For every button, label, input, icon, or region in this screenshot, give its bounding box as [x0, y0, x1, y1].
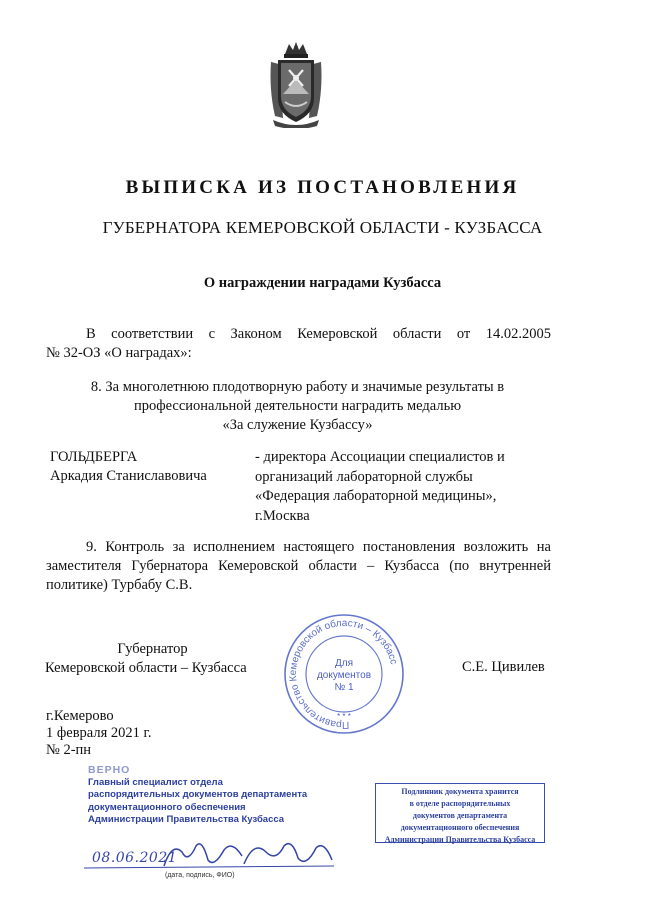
certification-line: распорядительных документов департамента: [88, 789, 308, 800]
control-line: заместителя Губернатора Кемеровской области – Кузбасса (по внутренней: [46, 558, 551, 574]
awardee-position: [255, 448, 555, 526]
certification-line: документационного обеспечения: [88, 801, 246, 813]
position-line: г.Москва: [255, 507, 310, 524]
awardee-surname: ГОЛЬДБЕРГА: [50, 449, 138, 465]
place-date-number: [46, 708, 151, 759]
position-line: - директора Ассоциации специалистов и: [255, 449, 505, 465]
awardee-given-name: Аркадия Станиславовича: [50, 468, 207, 484]
certification-stamp: [88, 764, 338, 827]
stamp-center-line: документов: [316, 670, 372, 681]
stamp-center-line: № 1: [334, 682, 354, 693]
certification-line: Администрации Правительства Кузбасса: [88, 814, 285, 825]
original-location-stamp: [375, 783, 545, 843]
certification-line: Главный специалист отдела: [88, 776, 223, 788]
official-stamp: [282, 612, 406, 736]
certification-verno: ВЕРНО: [88, 764, 131, 776]
position-line: организаций лабораторной службы: [255, 468, 473, 485]
document-title: ВЫПИСКА ИЗ ПОСТАНОВЛЕНИЯ: [125, 177, 520, 198]
original-note-line: документационного обеспечения: [400, 823, 520, 832]
original-note-line: документов департамента: [412, 811, 508, 820]
control-line: 9. Контроль за исполнением настоящего постановления возложить на: [86, 539, 551, 555]
award-item-line: 8. За многолетнюю плодотворную работу и значимые результаты в: [90, 379, 505, 395]
intro-line: № 32-ОЗ «О наградах»:: [46, 345, 192, 361]
award-item-line: профессиональной деятельности наградить медалью: [133, 398, 462, 414]
control-paragraph: [46, 538, 551, 595]
stamp-stars: * * *: [337, 712, 351, 721]
decree-heading: О награждении наградами Кузбасса: [203, 275, 442, 291]
awardee-name: [50, 448, 207, 486]
signatory-name: С.Е. Цивилев: [462, 659, 545, 675]
decree-number: № 2-пн: [46, 742, 92, 758]
stamp-center-line: Для: [334, 658, 354, 669]
signatory-title-line: Кемеровской области – Кузбасса: [45, 660, 247, 676]
decree-date: 1 февраля 2021 г.: [46, 725, 152, 741]
original-note-line: в отделе распорядительных: [409, 799, 511, 808]
handwritten-date: 08.06.2021: [92, 850, 178, 866]
award-item-line: «За служение Кузбассу»: [222, 417, 373, 433]
coat-of-arms-icon: [265, 40, 327, 128]
award-item: [90, 378, 505, 435]
document-subtitle: ГУБЕРНАТОРА КЕМЕРОВСКОЙ ОБЛАСТИ - КУЗБАССА: [102, 218, 543, 237]
intro-line: В соответствии с Законом Кемеровской области от 14.02.2005: [86, 326, 551, 342]
stamp-ring-text: Правительство Кемеровской области – Кузбасс: [287, 617, 399, 731]
signatory-title: [45, 640, 260, 678]
position-line: «Федерация лабораторной медицины»,: [255, 488, 497, 504]
signatory-title-line: Губернатор: [117, 641, 188, 657]
place-city: г.Кемерово: [46, 708, 114, 724]
control-line: политике) Турбабу С.В.: [46, 577, 193, 593]
original-note-line: Подлинник документа хранится: [401, 787, 519, 796]
original-note-line: Администрации Правительства Кузбасса: [384, 835, 536, 844]
intro-paragraph: [46, 325, 551, 363]
signature-caption: (дата, подпись, ФИО): [165, 872, 235, 879]
